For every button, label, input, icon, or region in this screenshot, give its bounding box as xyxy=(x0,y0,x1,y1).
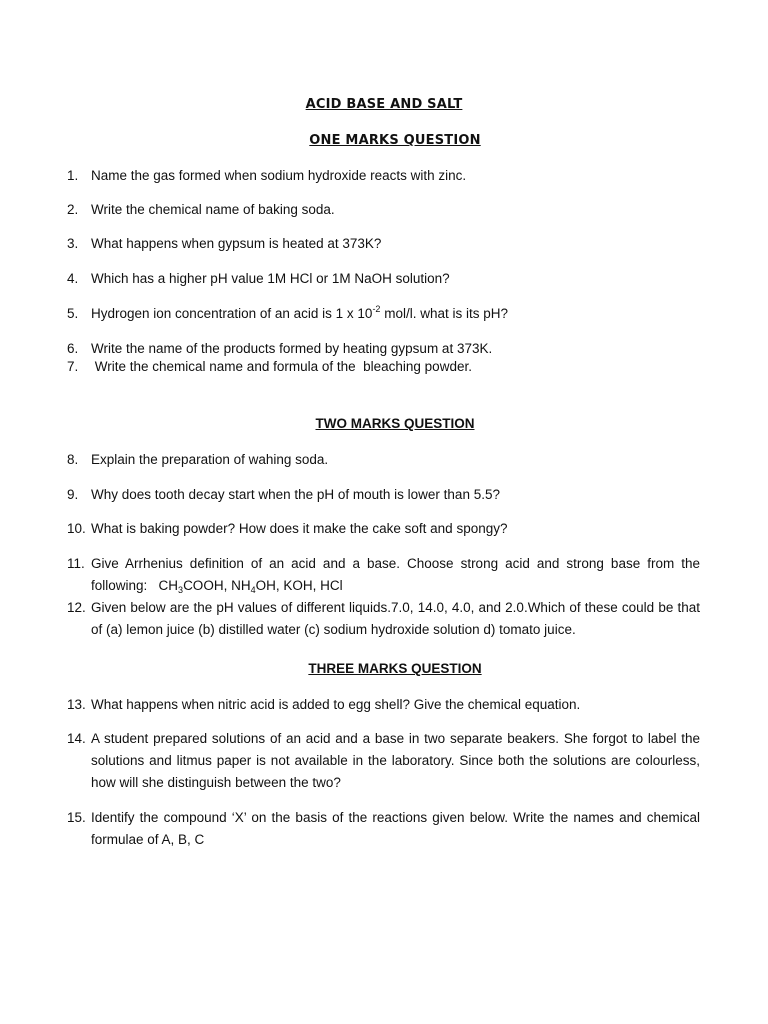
subscript: 4 xyxy=(250,585,256,595)
question-text: Write the chemical name and formula of the bleaching powder. xyxy=(91,359,472,374)
question-text: What is baking powder? How does it make the cake soft and spongy? xyxy=(91,521,508,536)
question-number: 8. xyxy=(67,452,79,467)
question-text: Why does tooth decay start when the pH of mouth is lower than 5.5? xyxy=(91,487,500,502)
section-heading-two-marks: TWO MARKS QUESTION xyxy=(315,416,475,431)
question-item xyxy=(67,807,700,851)
question-item xyxy=(67,303,700,325)
question-number: 1. xyxy=(67,168,79,183)
question-text-part: Hydrogen ion concentration of an acid is 1 x 10 xyxy=(91,306,373,321)
question-text: Explain the preparation of wahing soda. xyxy=(91,452,329,467)
question-text: Write the chemical name of baking soda. xyxy=(91,202,335,217)
question-item xyxy=(67,268,700,290)
question-number: 14. xyxy=(67,731,86,746)
question-item xyxy=(67,728,700,794)
question-text-part: mol/l. what is its pH? xyxy=(380,306,508,321)
question-text: What happens when gypsum is heated at 373K? xyxy=(91,236,382,251)
question-text-part: COOH, NH xyxy=(183,578,251,593)
question-number: 13. xyxy=(67,697,86,712)
question-item xyxy=(67,449,700,471)
question-text xyxy=(91,553,700,597)
question-item xyxy=(67,694,700,716)
page-title: ACID BASE AND SALT xyxy=(305,97,463,112)
exponent: -2 xyxy=(372,304,381,314)
section-heading-one-mark: ONE MARKS QUESTION xyxy=(309,133,481,148)
question-number: 7. xyxy=(67,359,79,374)
question-number: 10. xyxy=(67,521,86,536)
question-text-line xyxy=(91,575,700,597)
section-heading-three-marks: THREE MARKS QUESTION xyxy=(308,661,482,676)
question-item xyxy=(67,518,700,540)
question-number: 2. xyxy=(67,202,79,217)
question-number: 9. xyxy=(67,487,79,502)
question-text: Write the name of the products formed by heating gypsum at 373K. xyxy=(91,341,493,356)
question-number: 15. xyxy=(67,810,86,825)
question-text-line: Give Arrhenius definition of an acid and a base. Choose strong acid and strong base from the xyxy=(91,556,700,571)
question-item xyxy=(67,553,700,597)
question-text: Which has a higher pH value 1M HCl or 1M NaOH solution? xyxy=(91,271,450,286)
question-number: 6. xyxy=(67,341,79,356)
question-text-part: following: CH xyxy=(91,578,179,593)
question-number: 5. xyxy=(67,306,79,321)
question-number: 4. xyxy=(67,271,79,286)
question-number: 3. xyxy=(67,236,79,251)
question-text: Name the gas formed when sodium hydroxide reacts with zinc. xyxy=(91,168,467,183)
question-number: 12. xyxy=(67,600,86,615)
question-text: Identify the compound ‘X’ on the basis of the reactions given below. Write the names and chemical formulae of A, B, C xyxy=(91,810,700,847)
question-item xyxy=(67,356,700,378)
question-item xyxy=(67,199,700,221)
question-text-part: OH, KOH, HCl xyxy=(255,578,343,593)
question-item xyxy=(67,597,700,641)
question-item xyxy=(67,165,700,187)
question-text: A student prepared solutions of an acid and a base in two separate beakers. She forgot to label the solutions and litmus paper is not available in the laboratory. Since both the solutions are colourless, how will she distinguish between the two? xyxy=(91,731,700,790)
question-text: What happens when nitric acid is added to egg shell? Give the chemical equation. xyxy=(91,697,581,712)
subscript: 3 xyxy=(178,585,184,595)
question-item xyxy=(67,484,700,506)
question-text xyxy=(91,303,700,325)
question-number: 11. xyxy=(67,556,85,571)
question-text: Given below are the pH values of different liquids.7.0, 14.0, 4.0, and 2.0.Which of these could be that of (a) lemon juice (b) distilled water (c) sodium hydroxide solution d) tomato juice. xyxy=(91,600,700,637)
question-item xyxy=(67,233,700,255)
